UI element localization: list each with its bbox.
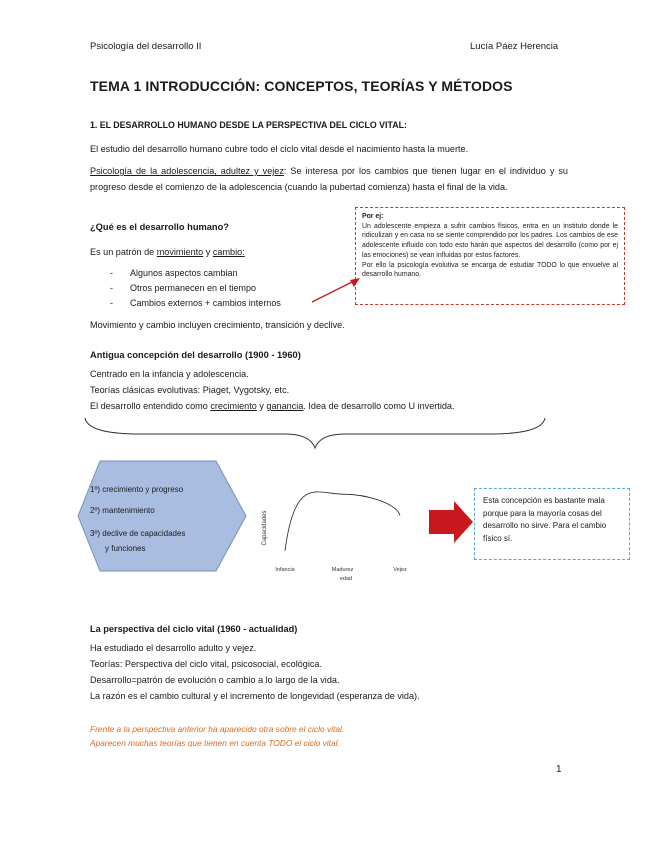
old-view-line3 (90, 401, 454, 411)
development-chart (255, 470, 435, 590)
movement-word: movimiento (156, 247, 204, 257)
list-item-text: Otros permanecen en el tiempo (130, 283, 257, 293)
page-title: TEMA 1 INTRODUCCIÓN: CONCEPTOS, TEORÍAS Y MÉTODOS (90, 78, 513, 94)
intro-paragraph: El estudio del desarrollo humano cubre todo el ciclo vital desde el nacimiento hasta la muerte. (90, 144, 469, 154)
old-view-heading: Antigua concepción del desarrollo (1900 - 1960) (90, 350, 301, 360)
callout-label: Por ej: (362, 213, 384, 220)
list-item-text: Cambios externos + cambios internos (130, 298, 281, 308)
psych-label: Psicología de la adolescencia, adultez y vejez (90, 166, 284, 176)
summary-line: Movimiento y cambio incluyen crecimiento, transición y declive. (90, 320, 345, 330)
page-number: 1 (556, 764, 562, 775)
line3-and: y (256, 401, 267, 411)
chart-xtick-infancia: Infancia (275, 567, 295, 573)
orange-note-1: Frente a la perspectiva anterior ha aparecido otra sobre el ciclo vital. (90, 724, 345, 734)
hexagon-item-3-cont: y funciones (105, 544, 146, 553)
psych-text: : Se interesa por los cambios que tienen lugar en el individuo y su progreso desde el comienzo de la adolescencia (cuando la pubertad comienza) hasta el final de la vida. (90, 166, 568, 192)
note-box: Esta concepción es bastante mala porque para la mayoría cosas del desarrollo no sirve. Para el cambio físico sí. (474, 488, 630, 560)
hexagon-item-3: 3º) declive de capacidades (90, 529, 186, 538)
list-item: - Algunos aspectos cambian (110, 268, 238, 278)
list-item-text: Algunos aspectos cambian (130, 268, 238, 278)
list-item: - Otros permanecen en el tiempo (110, 283, 257, 293)
hexagon-item-1: 1º) crecimiento y progreso (90, 485, 184, 494)
curly-brace (80, 414, 550, 454)
pattern-line (90, 247, 245, 257)
hexagon-item-2: 2º) mantenimiento (90, 506, 155, 515)
chart-xtick-vejez: Vejez (393, 567, 407, 573)
question-heading: ¿Qué es el desarrollo humano? (90, 222, 229, 232)
chart-ylabel: Capacidades (262, 510, 268, 546)
example-callout (355, 207, 625, 305)
header-course: Psicología del desarrollo II (90, 41, 202, 52)
pattern-and: y (203, 247, 213, 257)
lifespan-heading: La perspectiva del ciclo vital (1960 - actualidad) (90, 624, 298, 634)
chart-xtick-madurez: Madurez (331, 567, 354, 573)
psych-paragraph (90, 164, 568, 195)
old-view-line1: Centrado en la infancia y adolescencia. (90, 369, 249, 379)
line3-suffix: . Idea de desarrollo como U invertida. (303, 401, 455, 411)
gain-word: ganancia (266, 401, 304, 411)
chart-xlabel: edad (339, 576, 353, 582)
change-word: cambio: (212, 247, 245, 257)
chart-curve (285, 492, 400, 551)
header-author: Lucía Páez Herencia (470, 41, 559, 52)
old-view-line2: Teorías clásicas evolutivas: Piaget, Vygotsky, etc. (90, 385, 290, 395)
list-item: - Cambios externos + cambios internos (110, 298, 281, 308)
pattern-prefix: Es un patrón de (90, 247, 157, 257)
right-block-arrow (428, 500, 474, 544)
lifespan-line3: Desarrollo=patrón de evolución o cambio a lo largo de la vida. (90, 675, 340, 685)
line3-prefix: El desarrollo entendido como (90, 401, 211, 411)
section-heading: 1. EL DESARROLLO HUMANO DESDE LA PERSPECTIVA DEL CICLO VITAL: (90, 120, 407, 130)
pointer-arrow (300, 270, 370, 310)
callout-conclusion: Por ello la psicología evolutiva se encarga de estudiar TODO lo que envuelve al desarrollo humano. (362, 261, 618, 279)
lifespan-line4: La razón es el cambio cultural y el incremento de longevidad (esperanza de vida). (90, 691, 420, 701)
lifespan-line1: Ha estudiado el desarrollo adulto y vejez. (90, 643, 257, 653)
lifespan-line2: Teorías: Perspectiva del ciclo vital, psicosocial, ecológica. (90, 659, 322, 669)
growth-word: crecimiento (210, 401, 257, 411)
orange-note-2: Aparecen muchas teorías que tienen en cuenta TODO el ciclo vital. (90, 738, 340, 748)
callout-text: Un adolescente empieza a sufrir cambios físicos, entra en un instituto donde le ridiculizan y en casa no se siente comprendido por los padres. Los cambios de ese adolescente influido con todo esto harán que aspectos del desarrollo (como por ej las emociones) se vean influidas por estos factores. (362, 222, 618, 259)
